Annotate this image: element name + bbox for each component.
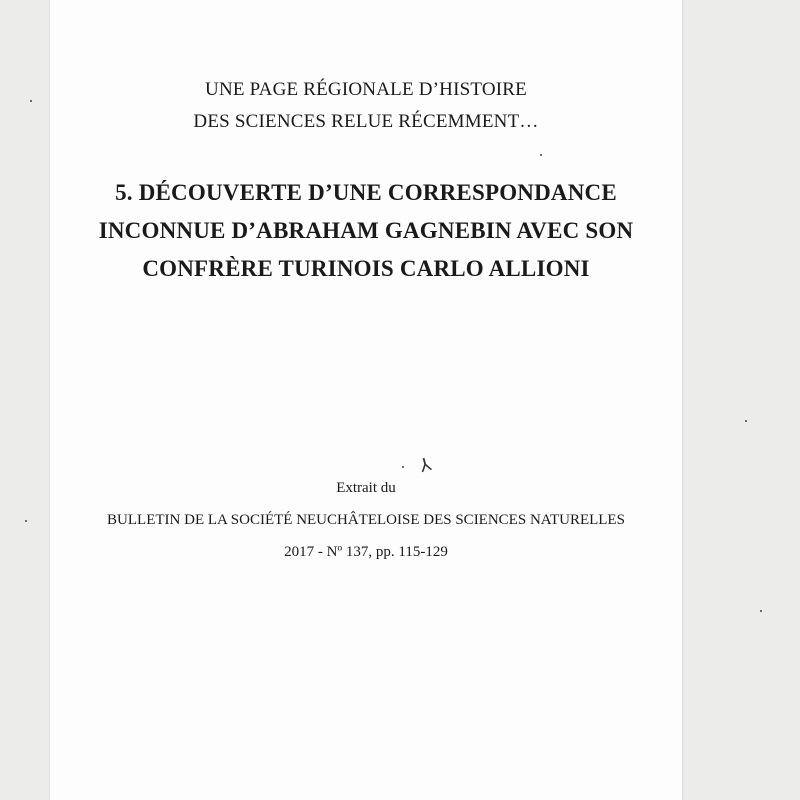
title-line-3: CONFRÈRE TURINOIS CARLO ALLIONI <box>142 256 590 281</box>
extract-block <box>50 474 682 566</box>
dust-speck <box>540 154 542 156</box>
extract-label: Extrait du <box>336 480 396 496</box>
bulletin-reference: 2017 - Nº 137, pp. 115-129 <box>284 544 448 560</box>
header-line-1: UNE PAGE RÉGIONALE D’HISTOIRE <box>205 79 527 100</box>
title-block <box>50 174 682 288</box>
dust-speck <box>25 520 27 522</box>
pen-mark: ⅄ <box>417 453 434 477</box>
bulletin-name: BULLETIN DE LA SOCIÉTÉ NEUCHÂTELOISE DES SCIENCES NATURELLES <box>107 512 625 528</box>
title-line-2: INCONNUE D’ABRAHAM GAGNEBIN AVEC SON <box>98 218 634 243</box>
title-line-1: 5. DÉCOUVERTE D’UNE CORRESPONDANCE <box>115 180 617 205</box>
dust-speck <box>760 610 762 612</box>
dust-speck <box>402 466 404 468</box>
document-page <box>50 0 682 800</box>
dust-speck <box>30 100 32 102</box>
header-block <box>50 74 682 138</box>
dust-speck <box>745 420 747 422</box>
header-line-2: DES SCIENCES RELUE RÉCEMMENT… <box>193 111 539 132</box>
